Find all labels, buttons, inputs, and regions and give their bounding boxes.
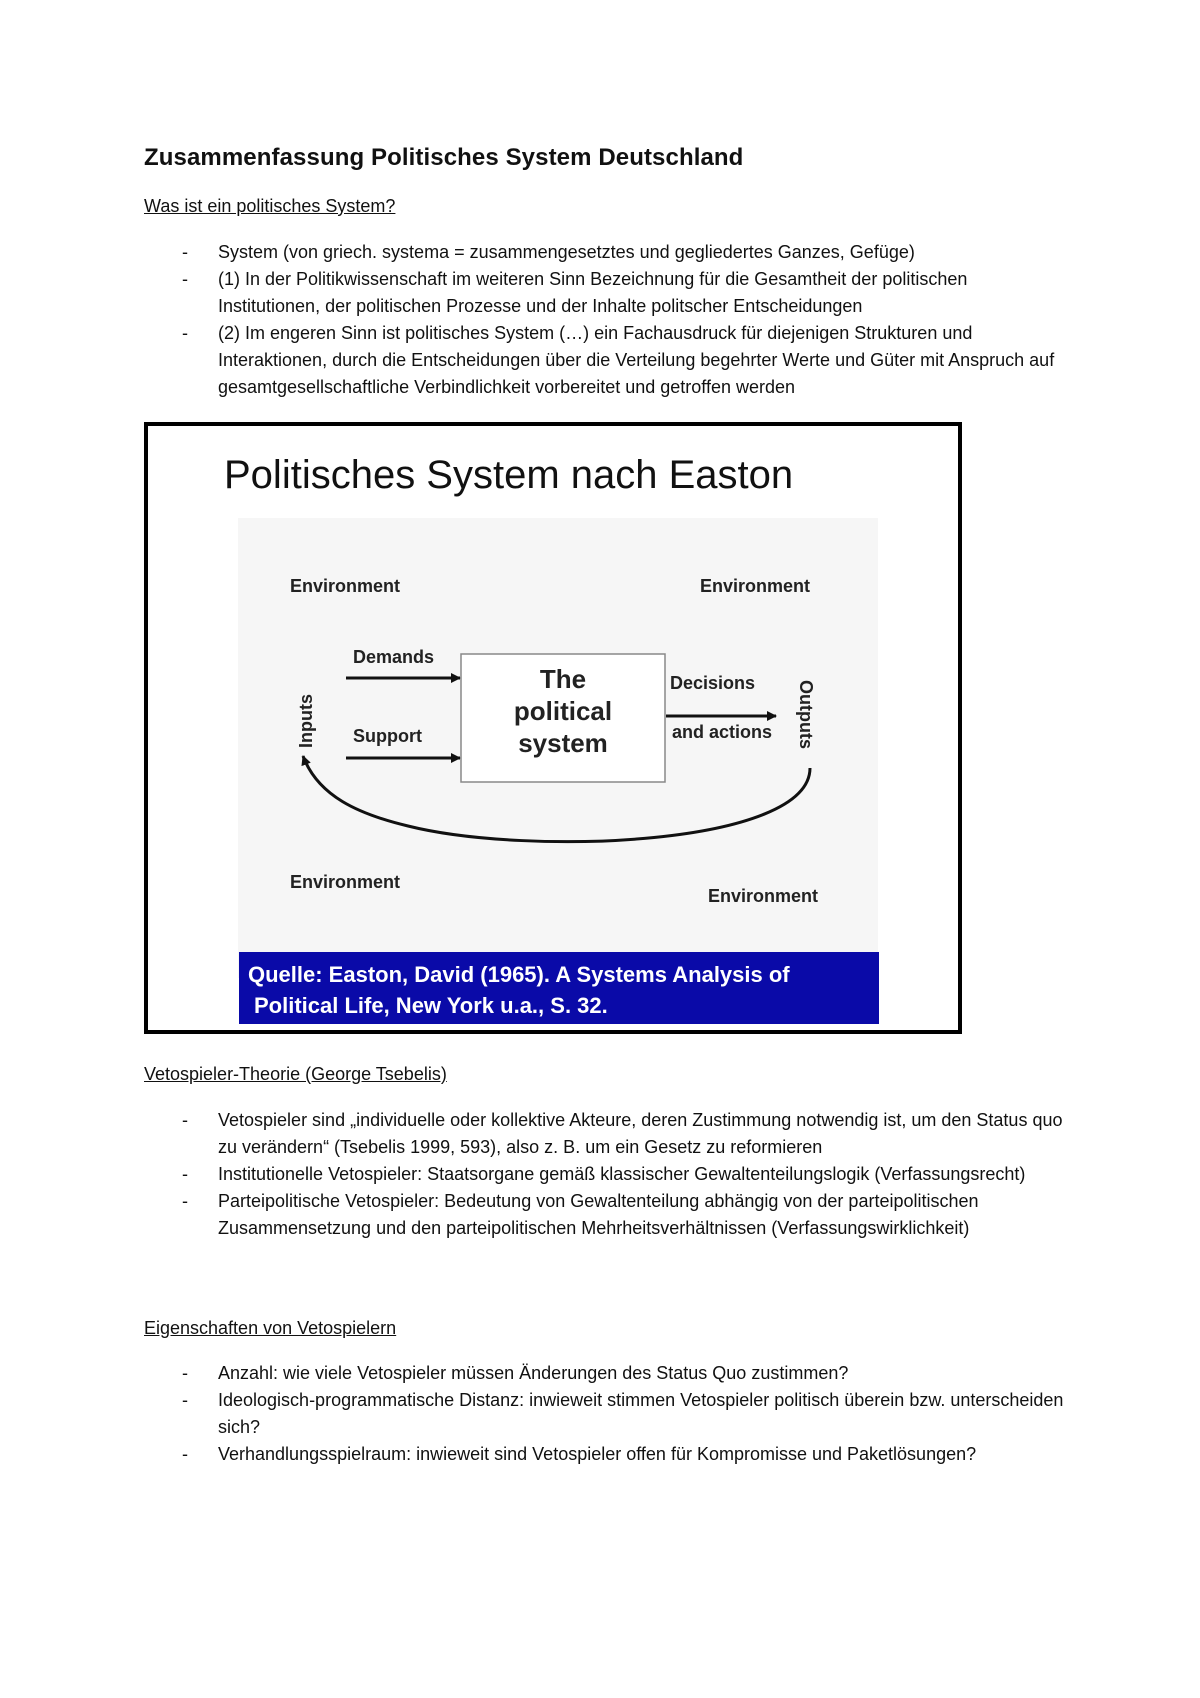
- system-label-line-1: The: [539, 664, 587, 694]
- section-heading-political-system: Was ist ein politisches System?: [144, 196, 396, 216]
- source-line-1: Quelle: Easton, David (1965). A Systems Analysis of: [248, 962, 790, 987]
- system-label-line-3: system: [518, 728, 608, 758]
- dash-bullet: -: [182, 323, 188, 343]
- list-item: - (1) In der Politikwissenschaft im weiteren Sinn Bezeichnung für die Gesamtheit der politischen Institutionen, der politischen Prozesse und der Inhalte politscher Entscheidungen: [144, 266, 1064, 320]
- dash-bullet: -: [182, 1444, 188, 1464]
- outputs-label: Outputs: [796, 680, 816, 749]
- dash-bullet: -: [182, 269, 188, 289]
- list-item: - Parteipolitische Vetospieler: Bedeutung von Gewaltenteilung abhängig von der parteipolitischen Zusammensetzung und den parteipolitischen Mehrheitsverhältnissen (Verfassungswirklichkeit): [144, 1188, 1064, 1242]
- veto-player-properties-list: [144, 1360, 1064, 1468]
- list-item: - Vetospieler sind „individuelle oder kollektive Akteure, deren Zustimmung notwendig ist, um den Status quo zu verändern“ (Tsebelis 1999, 593), also z. B. um ein Gesetz zu reformieren: [144, 1107, 1064, 1161]
- demands-label: Demands: [353, 647, 435, 667]
- list-item: - System (von griech. systema = zusammengesetztes und gegliedertes Ganzes, Gefüge): [144, 239, 1064, 266]
- easton-diagram: [144, 422, 962, 1034]
- actions-label: and actions: [672, 722, 773, 742]
- inputs-label: Inputs: [296, 694, 316, 748]
- veto-player-theory-list: [144, 1107, 1064, 1242]
- list-item: - Verhandlungsspielraum: inwieweit sind Vetospieler offen für Kompromisse und Paketlösungen?: [144, 1441, 1064, 1468]
- list-item: - (2) Im engeren Sinn ist politisches System (…) ein Fachausdruck für diejenigen Strukturen und Interaktionen, durch die Entscheidungen über die Verteilung begehrter Werte und Güter mit Anspruch auf gesamtgesellschaftliche Verbindlichkeit vorbereitet und getroffen werden: [144, 320, 1064, 401]
- easton-diagram-svg: [148, 426, 958, 1030]
- dash-bullet: -: [182, 1110, 188, 1130]
- environment-top-right-label: Environment: [700, 576, 811, 596]
- political-system-list: [144, 239, 1064, 401]
- dash-bullet: -: [182, 1191, 188, 1211]
- dash-bullet: -: [182, 1390, 188, 1410]
- source-line-2: Political Life, New York u.a., S. 32.: [254, 993, 608, 1018]
- decisions-label: Decisions: [670, 673, 756, 693]
- environment-top-left-label: Environment: [290, 576, 401, 596]
- section-heading-veto-player-theory: Vetospieler-Theorie (George Tsebelis): [144, 1064, 447, 1084]
- dash-bullet: -: [182, 1363, 188, 1383]
- list-item: - Institutionelle Vetospieler: Staatsorgane gemäß klassischer Gewaltenteilungslogik (Verfassungsrecht): [144, 1161, 1064, 1188]
- page-title: Zusammenfassung Politisches System Deutschland: [144, 144, 744, 171]
- diagram-title: Politisches System nach Easton: [224, 453, 794, 497]
- dash-bullet: -: [182, 242, 188, 262]
- list-item: - Anzahl: wie viele Vetospieler müssen Änderungen des Status Quo zustimmen?: [144, 1360, 1064, 1387]
- section-heading-veto-player-properties: Eigenschaften von Vetospielern: [144, 1318, 397, 1338]
- list-item: - Ideologisch-programmatische Distanz: inwieweit stimmen Vetospieler politisch überein bzw. unterscheiden sich?: [144, 1387, 1064, 1441]
- support-label: Support: [353, 726, 422, 746]
- dash-bullet: -: [182, 1164, 188, 1184]
- environment-bottom-right-label: Environment: [708, 886, 819, 906]
- system-label-line-2: political: [513, 696, 613, 726]
- environment-bottom-left-label: Environment: [290, 872, 401, 892]
